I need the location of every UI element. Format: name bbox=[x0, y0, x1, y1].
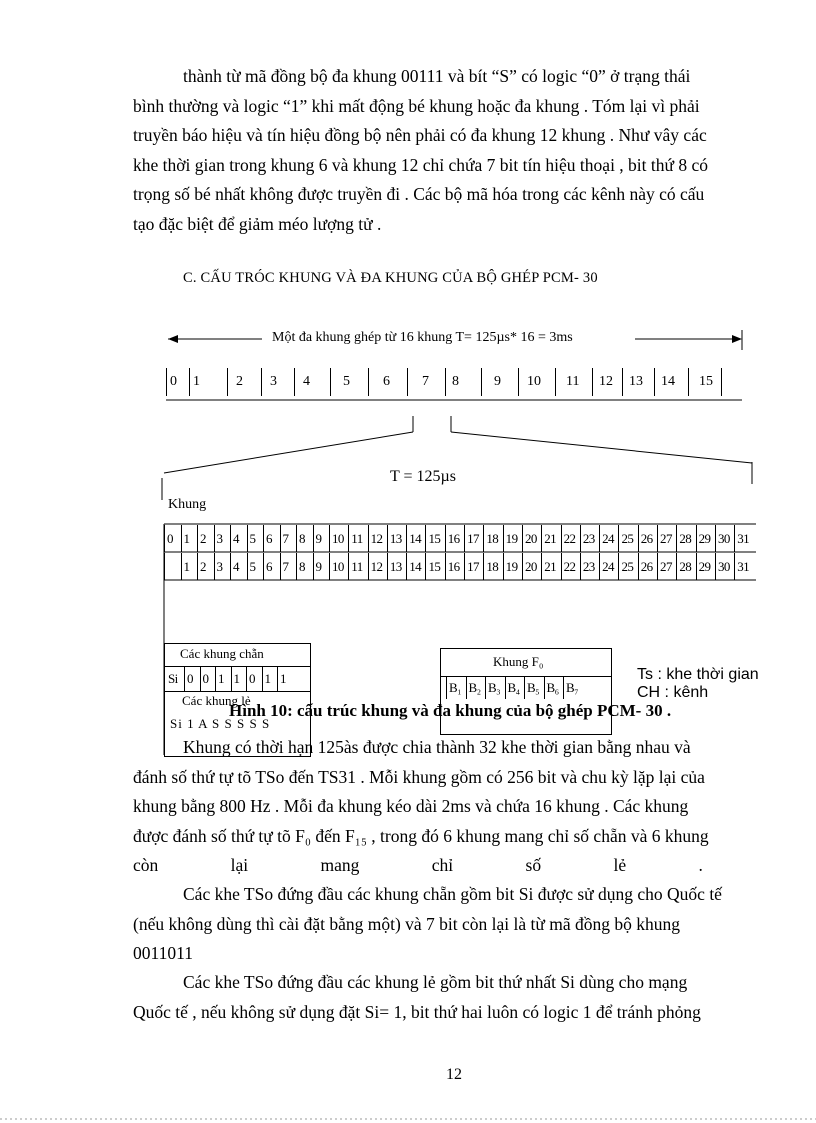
timeslot-cell: 27 bbox=[657, 525, 676, 552]
multiframe-cell: 12 bbox=[592, 368, 622, 396]
multiframe-cell: 9 bbox=[481, 368, 518, 396]
timeslot-row-1 bbox=[164, 525, 754, 552]
f0-bit-cell: B₆ bbox=[544, 677, 564, 699]
text-line: khung bằng 800 Hz . Mỗi đa khung kéo dài 2ms và chứa 16 khung . Các khung bbox=[133, 796, 689, 816]
multiframe-cell: 5 bbox=[330, 368, 368, 396]
multiframe-cell: 11 bbox=[555, 368, 592, 396]
timeslot-cell: 18 bbox=[483, 525, 502, 552]
timeslot-cell: 14 bbox=[406, 525, 425, 552]
timeslot-cell: 29 bbox=[696, 525, 715, 552]
timeslot-cell: 2 bbox=[197, 553, 214, 580]
timeslot-cell: 22 bbox=[561, 553, 580, 580]
multiframe-cell: 6 bbox=[368, 368, 407, 396]
timeslot-cell: 26 bbox=[638, 553, 657, 580]
text-line: khe thời gian trong khung 6 và khung 12 chỉ chứa 7 bit tín hiệu thoại , bit thứ 8 có bbox=[133, 154, 709, 175]
even-bit-cell: 0 bbox=[200, 667, 216, 691]
timeslot-cell: 23 bbox=[580, 553, 599, 580]
timeslot-cell: 15 bbox=[425, 525, 444, 552]
f0-bit-cell: B₂ bbox=[466, 677, 486, 699]
timeslot-row-2 bbox=[164, 553, 754, 580]
multiframe-cell: 7 bbox=[407, 368, 445, 396]
text-line: Các khe TSo đứng đầu các khung lẻ gồm bit thứ nhất Si dùng cho mạng bbox=[183, 972, 688, 992]
timeslot-cell: 3 bbox=[214, 553, 231, 580]
timeslot-cell: 20 bbox=[522, 525, 541, 552]
timeslot-cell: 0 bbox=[164, 525, 181, 552]
timeslot-cell: 6 bbox=[263, 525, 280, 552]
timeslot-cell: 11 bbox=[348, 525, 367, 552]
text-line: tạo đặc biệt để giảm méo lượng tử . bbox=[133, 213, 382, 234]
timeslot-cell: 25 bbox=[618, 553, 637, 580]
text-line: còn lại mang chỉ số lẻ . bbox=[133, 855, 703, 875]
multiframe-cell: 10 bbox=[518, 368, 555, 396]
even-bit-cell: Si bbox=[168, 671, 178, 686]
f0-bit-cell: B₁ bbox=[446, 677, 466, 699]
timeslot-cell: 17 bbox=[464, 553, 483, 580]
timeslot-cell: 17 bbox=[464, 525, 483, 552]
even-frames-title: Các khung chẵn bbox=[180, 646, 264, 661]
timeslot-cell: 13 bbox=[387, 525, 406, 552]
timeslot-cell: 24 bbox=[599, 553, 618, 580]
timeslot-cell: 3 bbox=[214, 525, 231, 552]
frame-period-label: T = 125µs bbox=[390, 468, 456, 485]
figure-caption: Hình 10: cấu trúc khung và đa khung của bộ ghép PCM- 30 . bbox=[229, 701, 672, 720]
timeslot-cell: 19 bbox=[503, 553, 522, 580]
timeslot-cell: 1 bbox=[181, 525, 198, 552]
even-bit-cell: 1 bbox=[231, 667, 247, 691]
even-bit-cell: 0 bbox=[184, 667, 200, 691]
timeslot-cell: 15 bbox=[425, 553, 444, 580]
paragraph-3 bbox=[133, 880, 757, 969]
timeslot-cell: 10 bbox=[329, 525, 348, 552]
timeslot-cell: 14 bbox=[406, 553, 425, 580]
timeslot-cell: 10 bbox=[329, 553, 348, 580]
multiframe-cell: 1 bbox=[189, 368, 227, 396]
timeslot-cell: 9 bbox=[313, 553, 330, 580]
multiframe-cell: 14 bbox=[654, 368, 688, 396]
f0-bit-cell: B₄ bbox=[505, 677, 525, 699]
even-bit-cell: 0 bbox=[246, 667, 262, 691]
timeslot-cell: 9 bbox=[313, 525, 330, 552]
khung-label: Khung bbox=[168, 497, 207, 512]
text-line: Quốc tế , nếu không sử dụng đặt Si= 1, bit thứ hai luôn có logic 1 để tránh phỏng bbox=[133, 1001, 701, 1022]
f0-bit-cell: B₇ bbox=[563, 677, 583, 699]
text-line: (nếu không dùng thì cài đặt bằng một) và 7 bit còn lại là từ mã đồng bộ khung bbox=[133, 913, 681, 934]
timeslot-cell: 7 bbox=[280, 525, 297, 552]
timeslot-cell: 8 bbox=[296, 525, 313, 552]
multiframe-cell: 15 bbox=[688, 368, 722, 396]
timeslot-cell: 22 bbox=[561, 525, 580, 552]
timeslot-cell: 16 bbox=[445, 553, 464, 580]
timeslot-cell: 27 bbox=[657, 553, 676, 580]
multiframe-cell: 2 bbox=[227, 368, 261, 396]
f0-bits bbox=[446, 677, 583, 699]
timeslot-cell: 31 bbox=[734, 525, 753, 552]
even-bits bbox=[166, 667, 293, 691]
timeslot-cell: 26 bbox=[638, 525, 657, 552]
timeslot-cell: 16 bbox=[445, 525, 464, 552]
even-bit-cell: 1 bbox=[277, 667, 293, 691]
timeslot-cell: 25 bbox=[618, 525, 637, 552]
timeslot-cell: 4 bbox=[230, 553, 247, 580]
text-line: 0011011 bbox=[133, 943, 193, 963]
timeslot-cell: 7 bbox=[280, 553, 297, 580]
multiframe-label: Một đa khung ghép từ 16 khung T= 125µs* 16 = 3ms bbox=[272, 330, 573, 345]
odd-bits: Si 1 A S S S S S bbox=[170, 716, 271, 731]
page-bottom-rule bbox=[0, 1118, 816, 1122]
timeslot-cell: 19 bbox=[503, 525, 522, 552]
timeslot-cell: 30 bbox=[715, 553, 734, 580]
even-bit-cell: 1 bbox=[215, 667, 231, 691]
multiframe-cell: 0 bbox=[166, 368, 189, 396]
section-heading: C. CẤU TRÓC KHUNG VÀ ĐA KHUNG CỦA BỘ GHÉP PCM- 30 bbox=[183, 270, 598, 286]
timeslot-cell: 12 bbox=[368, 553, 387, 580]
f0-bit-cell: B₅ bbox=[524, 677, 544, 699]
timeslot-cell: 28 bbox=[676, 553, 695, 580]
timeslot-cell: 13 bbox=[387, 553, 406, 580]
legend-ch: CH : kênh bbox=[637, 684, 709, 701]
timeslot-cell: 18 bbox=[483, 553, 502, 580]
text-line: Khung có thời hạn 125às được chia thành 32 khe thời gian bằng nhau và bbox=[183, 737, 691, 757]
multiframe-cell: 8 bbox=[445, 368, 481, 396]
timeslot-cell: 21 bbox=[541, 553, 560, 580]
multiframe-cell: 4 bbox=[294, 368, 330, 396]
timeslot-cell: 30 bbox=[715, 525, 734, 552]
paragraph-2 bbox=[133, 733, 757, 881]
timeslot-cell: 8 bbox=[296, 553, 313, 580]
multiframe-row bbox=[166, 368, 722, 396]
text-line: bình thường và logic “1” khi mất động bé khung hoặc đa khung . Tóm lại vì phải bbox=[133, 95, 700, 116]
timeslot-cell: 24 bbox=[599, 525, 618, 552]
text-line: trọng số bé nhất không được truyền đi . Các bộ mã hóa trong các kênh này có cấu bbox=[133, 184, 705, 204]
text-line: Các khe TSo đứng đầu các khung chẵn gồm bit Si được sử dụng cho Quốc tế bbox=[183, 884, 722, 904]
timeslot-cell: 20 bbox=[522, 553, 541, 580]
multiframe-cell: 3 bbox=[261, 368, 294, 396]
timeslot-cell: 6 bbox=[263, 553, 280, 580]
timeslot-cell bbox=[164, 553, 181, 580]
timeslot-cell: 2 bbox=[197, 525, 214, 552]
even-bit-cell: 1 bbox=[262, 667, 278, 691]
timeslot-cell: 4 bbox=[230, 525, 247, 552]
timeslot-cell: 21 bbox=[541, 525, 560, 552]
text-line: thành từ mã đồng bộ đa khung 00111 và bít “S” có logic “0” ở trạng thái bbox=[183, 66, 691, 86]
text-line: truyền báo hiệu và tín hiệu đồng bộ nên phải có đa khung 12 khung . Như vây các bbox=[133, 125, 707, 145]
timeslot-cell: 12 bbox=[368, 525, 387, 552]
frame-f0-title: Khung F₀ bbox=[493, 654, 544, 669]
timeslot-cell: 31 bbox=[734, 553, 753, 580]
timeslot-cell: 28 bbox=[676, 525, 695, 552]
legend-ts: Ts : khe thời gian bbox=[637, 666, 759, 683]
f0-bit-cell: B₃ bbox=[485, 677, 505, 699]
timeslot-cell: 11 bbox=[348, 553, 367, 580]
timeslot-cell: 5 bbox=[247, 553, 264, 580]
timeslot-cell: 29 bbox=[696, 553, 715, 580]
text-line: được đánh số thứ tự tõ F₀ đến F₁₅ , trong đó 6 khung mang chỉ số chẵn và 6 khung bbox=[133, 825, 709, 846]
odd-frames-title: Các khung lẻ bbox=[182, 693, 251, 708]
timeslot-cell: 1 bbox=[181, 553, 198, 580]
paragraph-4 bbox=[133, 968, 757, 1027]
text-line: đánh số thứ tự tõ TSo đến TS31 . Mỗi khung gồm có 256 bit và chu kỳ lặp lại của bbox=[133, 766, 705, 787]
timeslot-cell: 23 bbox=[580, 525, 599, 552]
timeslot-cell: 5 bbox=[247, 525, 264, 552]
multiframe-cell: 13 bbox=[622, 368, 654, 396]
page-number: 12 bbox=[446, 1066, 462, 1083]
